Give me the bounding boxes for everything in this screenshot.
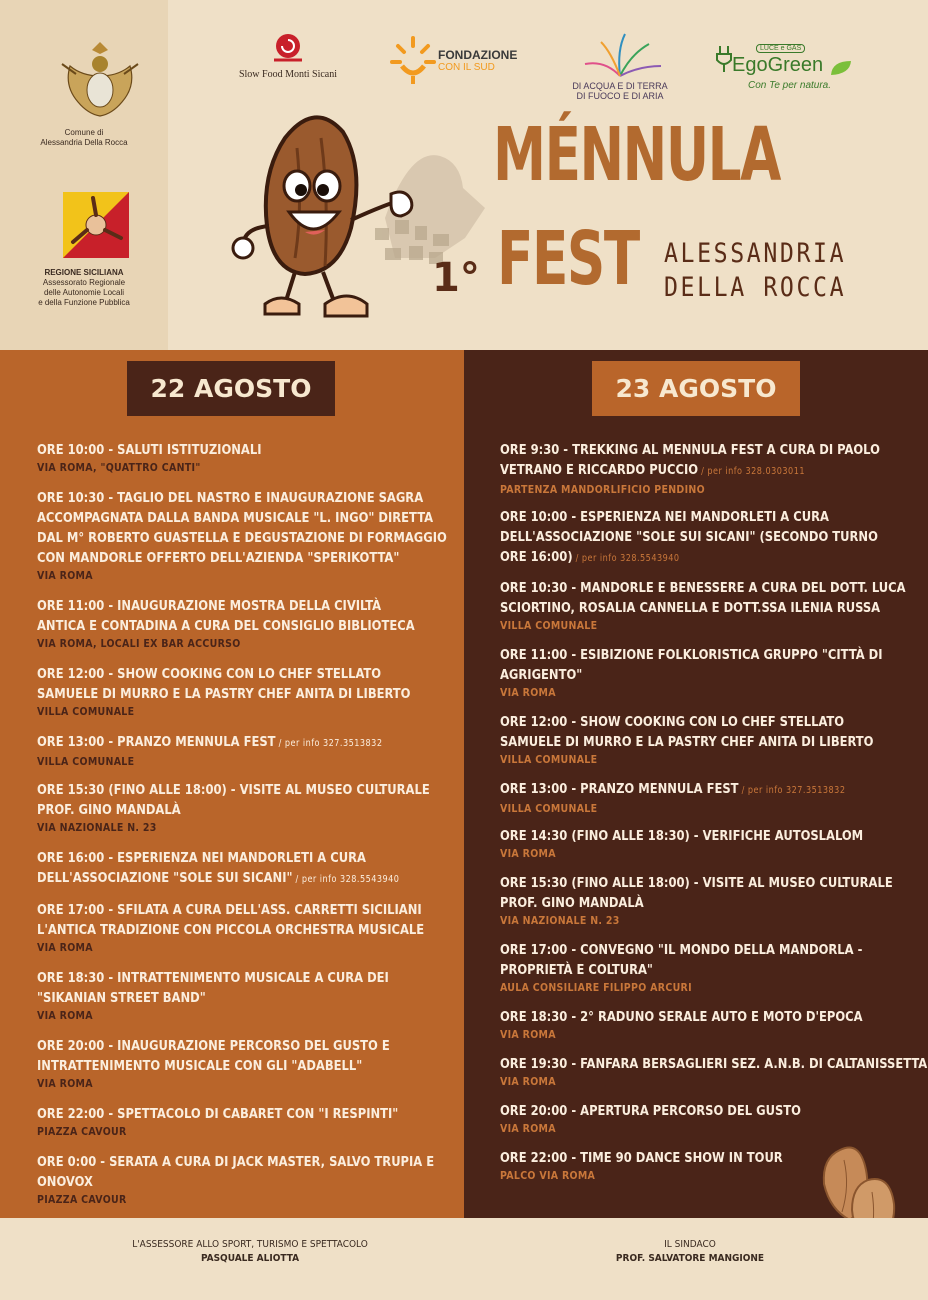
schedule-item-place: VILLA COMUNALE (500, 803, 598, 815)
town-name-line2: DELLA ROCCA (664, 272, 847, 303)
schedule-item (500, 1101, 920, 1137)
schedule-item-title: PROF. GINO MANDALÀ (37, 802, 181, 818)
plug-icon (714, 46, 734, 72)
schedule-item-title: ORE 18:30 - 2° RADUNO SERALE AUTO E MOTO D'EPOCA (500, 1009, 863, 1025)
schedule-item-title: ORE 10:30 - MANDORLE E BENESSERE A CURA DEL DOTT. LUCA (500, 580, 906, 596)
sindaco-signature: IL SINDACO PROF. SALVATORE MANGIONE (615, 1239, 765, 1264)
signatures-footer (0, 1218, 928, 1300)
schedule-item-title: ORE 22:00 - SPETTACOLO DI CABARET CON "I RESPINTI" (37, 1106, 399, 1122)
schedule-item-place: VIA ROMA, LOCALI EX BAR ACCURSO (37, 638, 241, 650)
schedule-item-info: / per info 328.5543940 (292, 874, 400, 885)
schedule-item-title: ORE 16:00) / per info 328.5543940 (500, 549, 680, 565)
schedule-item (500, 440, 920, 498)
comune-crest-icon (58, 36, 142, 126)
schedule-item-title: VETRANO E RICCARDO PUCCIO / per info 328.0303011 (500, 462, 805, 478)
schedule-item-place: PALCO VIA ROMA (500, 1170, 596, 1182)
schedule-item (37, 440, 457, 476)
schedule-item-title: DELL'ASSOCIAZIONE "SOLE SUI SICANI" / per info 328.5543940 (37, 870, 400, 886)
schedule-item-title: ORE 18:30 - INTRATTENIMENTO MUSICALE A CURA DEI (37, 970, 389, 986)
schedule-item-info: / per info 328.0303011 (698, 466, 805, 477)
regione-name: REGIONE SICILIANA Assessorato Regionale delle Autonomie Locali e della Funzione Pubblica (38, 268, 130, 307)
schedule-item-title: ACCOMPAGNATA DALLA BANDA MUSICALE "L. INGO" DIRETTA (37, 510, 434, 526)
schedule-item-place: VIA ROMA (37, 570, 93, 582)
schedule-item-title: ORE 20:00 - APERTURA PERCORSO DEL GUSTO (500, 1103, 801, 1119)
regione-trinacria-icon (63, 192, 129, 258)
schedule-item (500, 940, 920, 996)
slowfood-logo: Slow Food Monti Sicani (218, 30, 358, 96)
schedule-item-title: CON MANDORLE OFFERTO DELL'AZIENDA "SPERIKOTTA" (37, 550, 400, 566)
comune-name: Comune di Alessandria Della Rocca (40, 128, 128, 147)
schedule-item-title: ORE 10:00 - SALUTI ISTITUZIONALI (37, 442, 262, 458)
schedule-item-place: PIAZZA CAVOUR (37, 1194, 127, 1206)
event-title: MÉNNULA (493, 112, 780, 198)
leaf-icon (830, 60, 852, 76)
schedule-item-place: PIAZZA CAVOUR (37, 1126, 127, 1138)
schedule-item (37, 732, 457, 770)
almond-mascot-illustration (225, 108, 495, 338)
schedule-item-place: VIA ROMA (37, 1010, 93, 1022)
schedule-item-title: ORE 13:00 - PRANZO MENNULA FEST / per info 327.3513832 (500, 781, 846, 797)
schedule-item-title: ORE 14:30 (FINO ALLE 18:30) - VERIFICHE AUTOSLALOM (500, 828, 864, 844)
schedule-item-title: ORE 16:00 - ESPERIENZA NEI MANDORLETI A CURA (37, 850, 366, 866)
schedule-item-title: ANTICA E CONTADINA A CURA DEL CONSIGLIO BIBLIOTECA (37, 618, 415, 634)
egogreen-logo: LUCE e GAS EgoGreen Con Te per natura. (712, 30, 852, 96)
edition-number: 1° (432, 255, 480, 301)
schedule-item-title: ORE 12:00 - SHOW COOKING CON LO CHEF STELLATO (37, 666, 382, 682)
schedule-item-title: ORE 22:00 - TIME 90 DANCE SHOW IN TOUR (500, 1150, 783, 1166)
schedule-item-title: ORE 9:30 - TREKKING AL MENNULA FEST A CURA DI PAOLO (500, 442, 880, 458)
schedule-item-title: SAMUELE DI MURRO E LA PASTRY CHEF ANITA DI LIBERTO (500, 734, 874, 750)
schedule-item (500, 873, 920, 929)
schedule-item (37, 1104, 457, 1140)
schedule-item-place: VIA ROMA (37, 942, 93, 954)
day-two-schedule (500, 440, 928, 1210)
schedule-item-info: / per info 327.3513832 (275, 738, 383, 749)
town-name-line1: ALESSANDRIA (664, 238, 847, 269)
schedule-item (500, 712, 920, 768)
schedule-item-title: PROF. GINO MANDALÀ (500, 895, 644, 911)
fondazione-logo: FONDAZIONE CON IL SUD (390, 30, 520, 96)
schedule-item-title: DELL'ASSOCIAZIONE "SOLE SUI SICANI" (SECONDO TURNO (500, 529, 878, 545)
schedule-item-place: VIA ROMA (37, 1078, 93, 1090)
schedule-item-title: ORE 17:00 - CONVEGNO "IL MONDO DELLA MANDORLA - (500, 942, 863, 958)
schedule-item-place: VIA ROMA (500, 1123, 556, 1135)
schedule-item-place: VIA ROMA, "QUATTRO CANTI" (37, 462, 201, 474)
schedule-item (500, 1007, 920, 1043)
schedule-item (37, 596, 457, 652)
schedule-item-info: / per info 327.3513832 (738, 785, 846, 796)
schedule-item-place: VILLA COMUNALE (37, 756, 135, 768)
schedule-item-place: PARTENZA MANDORLIFICIO PENDINO (500, 484, 705, 496)
schedule-item-title: SAMUELE DI MURRO E LA PASTRY CHEF ANITA DI LIBERTO (37, 686, 411, 702)
schedule-item-place: AULA CONSILIARE FILIPPO ARCURI (500, 982, 692, 994)
institutional-logos (0, 0, 168, 366)
schedule-item-title: ORE 11:00 - INAUGURAZIONE MOSTRA DELLA CIVILTÀ (37, 598, 382, 614)
schedule-item-title: ORE 10:30 - TAGLIO DEL NASTRO E INAUGURAZIONE SAGRA (37, 490, 424, 506)
event-title-fest: FEST (497, 216, 639, 302)
schedule-item (37, 780, 457, 836)
schedule-item-place: VILLA COMUNALE (500, 620, 598, 632)
partner-logos (200, 30, 900, 100)
day-one-schedule (37, 440, 457, 1210)
schedule-item-title: ORE 20:00 - INAUGURAZIONE PERCORSO DEL GUSTO E (37, 1038, 390, 1054)
schedule-item (37, 1152, 457, 1208)
day-two-date: 23 AGOSTO (592, 361, 800, 416)
schedule-item-title: ORE 15:30 (FINO ALLE 18:00) - VISITE AL MUSEO CULTURALE (37, 782, 430, 798)
schedule-item-place: VIA ROMA (500, 1076, 556, 1088)
schedule-item-place: VILLA COMUNALE (37, 706, 135, 718)
schedule-item-place: VILLA COMUNALE (500, 754, 598, 766)
schedule-item-place: VIA ROMA (500, 1029, 556, 1041)
schedule-item (500, 779, 920, 817)
schedule-item-title: DAL M° ROBERTO GUASTELLA E DEGUSTAZIONE DI FORMAGGIO (37, 530, 447, 546)
day-one-date: 22 AGOSTO (127, 361, 335, 416)
schedule-item (37, 848, 457, 890)
schedule-item-title: ORE 13:00 - PRANZO MENNULA FEST / per info 327.3513832 (37, 734, 383, 750)
schedule-item-info: / per info 328.5543940 (572, 553, 680, 564)
schedule-item-title: ORE 19:30 - FANFARA BERSAGLIERI SEZ. A.N.B. DI CALTANISSETTA (500, 1056, 928, 1072)
schedule-item-title: AGRIGENTO" (500, 667, 583, 683)
schedule-item-title: ORE 15:30 (FINO ALLE 18:00) - VISITE AL MUSEO CULTURALE (500, 875, 893, 891)
schedule-item-title: ORE 0:00 - SERATA A CURA DI JACK MASTER, SALVO TRUPIA E (37, 1154, 435, 1170)
assessore-signature: L'ASSESSORE ALLO SPORT, TURISMO E SPETTACOLO PASQUALE ALIOTTA (132, 1239, 368, 1264)
schedule-item (37, 488, 457, 584)
schedule-item-title: PROPRIETÀ E COLTURA" (500, 962, 653, 978)
schedule-item (37, 968, 457, 1024)
schedule-item (500, 826, 920, 862)
schedule-item-title: "SIKANIAN STREET BAND" (37, 990, 206, 1006)
schedule-item (37, 664, 457, 720)
sun-icon (390, 34, 436, 86)
schedule-item-title: L'ANTICA TRADIZIONE CON PICCOLA ORCHESTRA MUSICALE (37, 922, 425, 938)
acqua-terra-logo: DI ACQUA E DI TERRA DI FUOCO E DI ARIA (560, 30, 680, 96)
schedule-item (37, 900, 457, 956)
schedule-item-title: ORE 11:00 - ESIBIZIONE FOLKLORISTICA GRUPPO "CITTÀ DI (500, 647, 883, 663)
schedule-item-title: INTRATTENIMENTO MUSICALE CON GLI "ADABELL" (37, 1058, 363, 1074)
schedule-item (500, 645, 920, 701)
schedule-item-title: ORE 12:00 - SHOW COOKING CON LO CHEF STELLATO (500, 714, 845, 730)
plant-icon (565, 30, 675, 78)
schedule-item-place: VIA ROMA (500, 687, 556, 699)
schedule-item (500, 578, 920, 634)
schedule-item-title: ORE 10:00 - ESPERIENZA NEI MANDORLETI A CURA (500, 509, 829, 525)
schedule-item-title: ORE 17:00 - SFILATA A CURA DELL'ASS. CARRETTI SICILIANI (37, 902, 422, 918)
schedule-item (500, 507, 920, 569)
schedule-item-title: SCIORTINO, ROSALIA CANNELLA E DOTT.SSA ILENIA RUSSA (500, 600, 881, 616)
schedule-item-place: VIA NAZIONALE N. 23 (500, 915, 620, 927)
schedule-item-place: VIA ROMA (500, 848, 556, 860)
schedule-item (500, 1054, 928, 1090)
schedule-item-title: ONOVOX (37, 1174, 93, 1190)
snail-icon (270, 30, 306, 66)
schedule-item-place: VIA NAZIONALE N. 23 (37, 822, 157, 834)
schedule-item (37, 1036, 457, 1092)
